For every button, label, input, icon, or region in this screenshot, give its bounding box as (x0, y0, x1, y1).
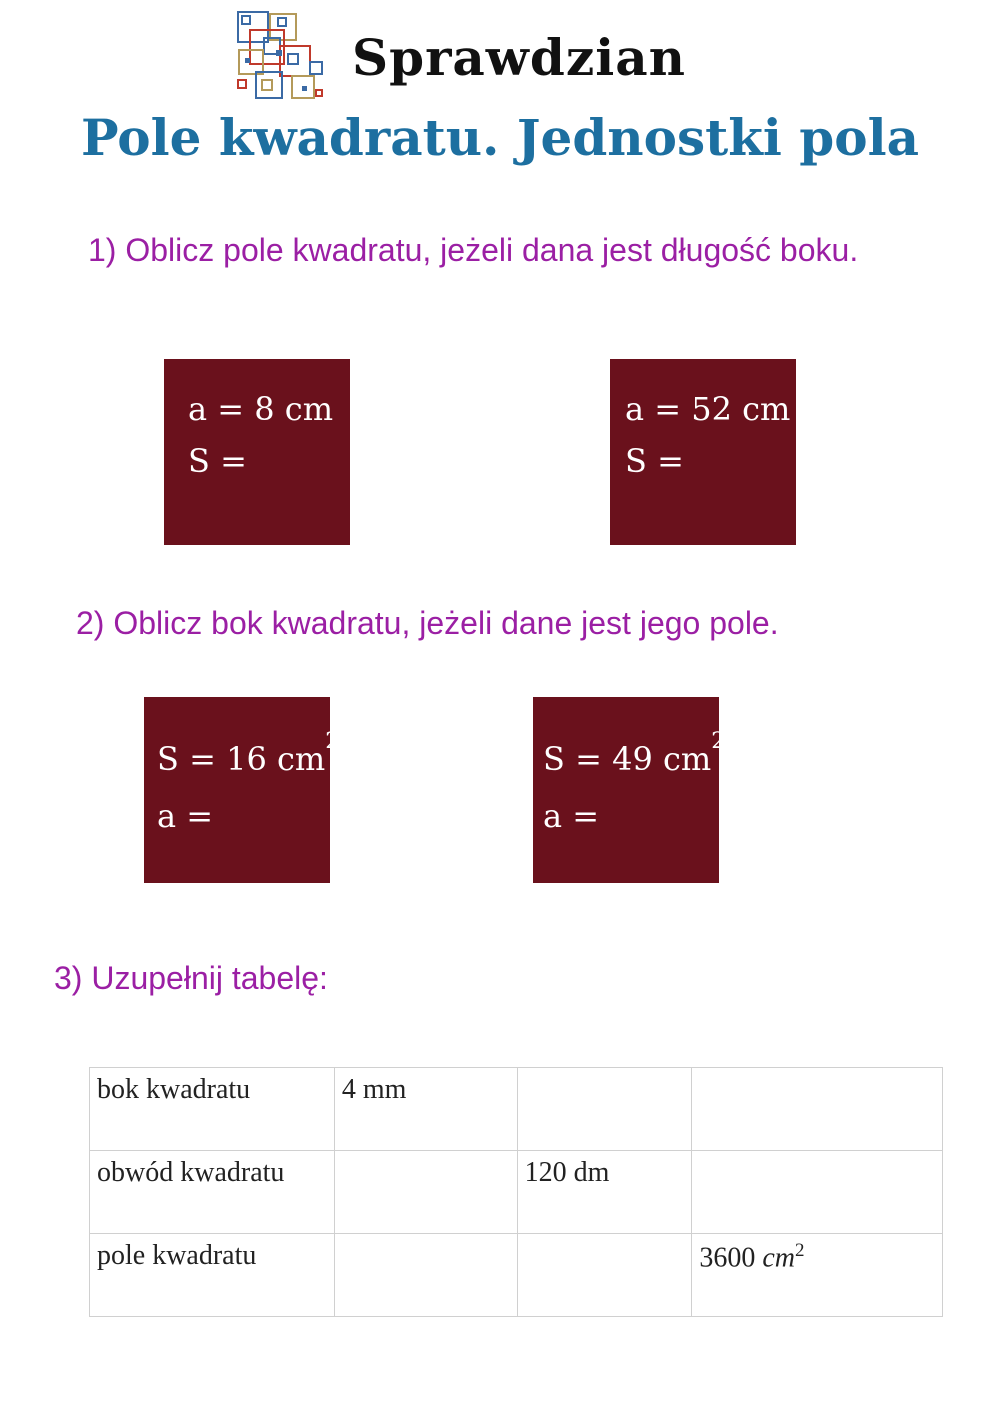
task-answer-field[interactable]: S = (625, 442, 684, 480)
row-label: pole kwadratu (90, 1234, 335, 1317)
table-cell[interactable] (334, 1151, 517, 1234)
area-unit: cm (762, 1242, 796, 1274)
exponent: 2 (711, 729, 726, 754)
task-given: S = 49 cm (543, 740, 712, 778)
logo-squares-icon (236, 10, 328, 102)
task-box-4[interactable] (533, 697, 726, 883)
table-cell[interactable] (517, 1068, 692, 1151)
table-row (90, 1151, 943, 1234)
task-answer-field[interactable]: a = (543, 797, 600, 835)
table-cell-area[interactable] (692, 1234, 943, 1317)
row-label: obwód kwadratu (90, 1151, 335, 1234)
row-label: bok kwadratu (90, 1068, 335, 1151)
table-row (90, 1234, 943, 1317)
task-given: S = 16 cm (157, 740, 326, 778)
area-exponent: 2 (795, 1240, 805, 1261)
task-box-1[interactable] (164, 359, 350, 545)
table-cell[interactable]: 120 dm (517, 1151, 692, 1234)
task-given: a = 8 cm (188, 390, 334, 428)
square-table (89, 1067, 943, 1317)
page-subtitle: Pole kwadratu. Jednostki pola (81, 108, 919, 167)
table-cell[interactable] (334, 1234, 517, 1317)
question-2: 2) Oblicz bok kwadratu, jeżeli dane jest jego pole. (76, 605, 779, 641)
task-answer-field[interactable]: a = (157, 797, 214, 835)
table-cell[interactable] (517, 1234, 692, 1317)
exponent: 2 (325, 729, 340, 754)
table-cell[interactable] (692, 1151, 943, 1234)
table-cell[interactable]: 4 mm (334, 1068, 517, 1151)
question-3: 3) Uzupełnij tabelę: (54, 960, 328, 996)
task-box-3[interactable] (144, 697, 340, 883)
area-value: 3600 (699, 1242, 756, 1274)
table-row (90, 1068, 943, 1151)
table-cell[interactable] (692, 1068, 943, 1151)
task-given: a = 52 cm (625, 390, 791, 428)
page-title: Sprawdzian (352, 28, 686, 87)
question-1: 1) Oblicz pole kwadratu, jeżeli dana jest długość boku. (88, 232, 859, 268)
task-box-2[interactable] (610, 359, 796, 545)
task-answer-field[interactable]: S = (188, 442, 247, 480)
